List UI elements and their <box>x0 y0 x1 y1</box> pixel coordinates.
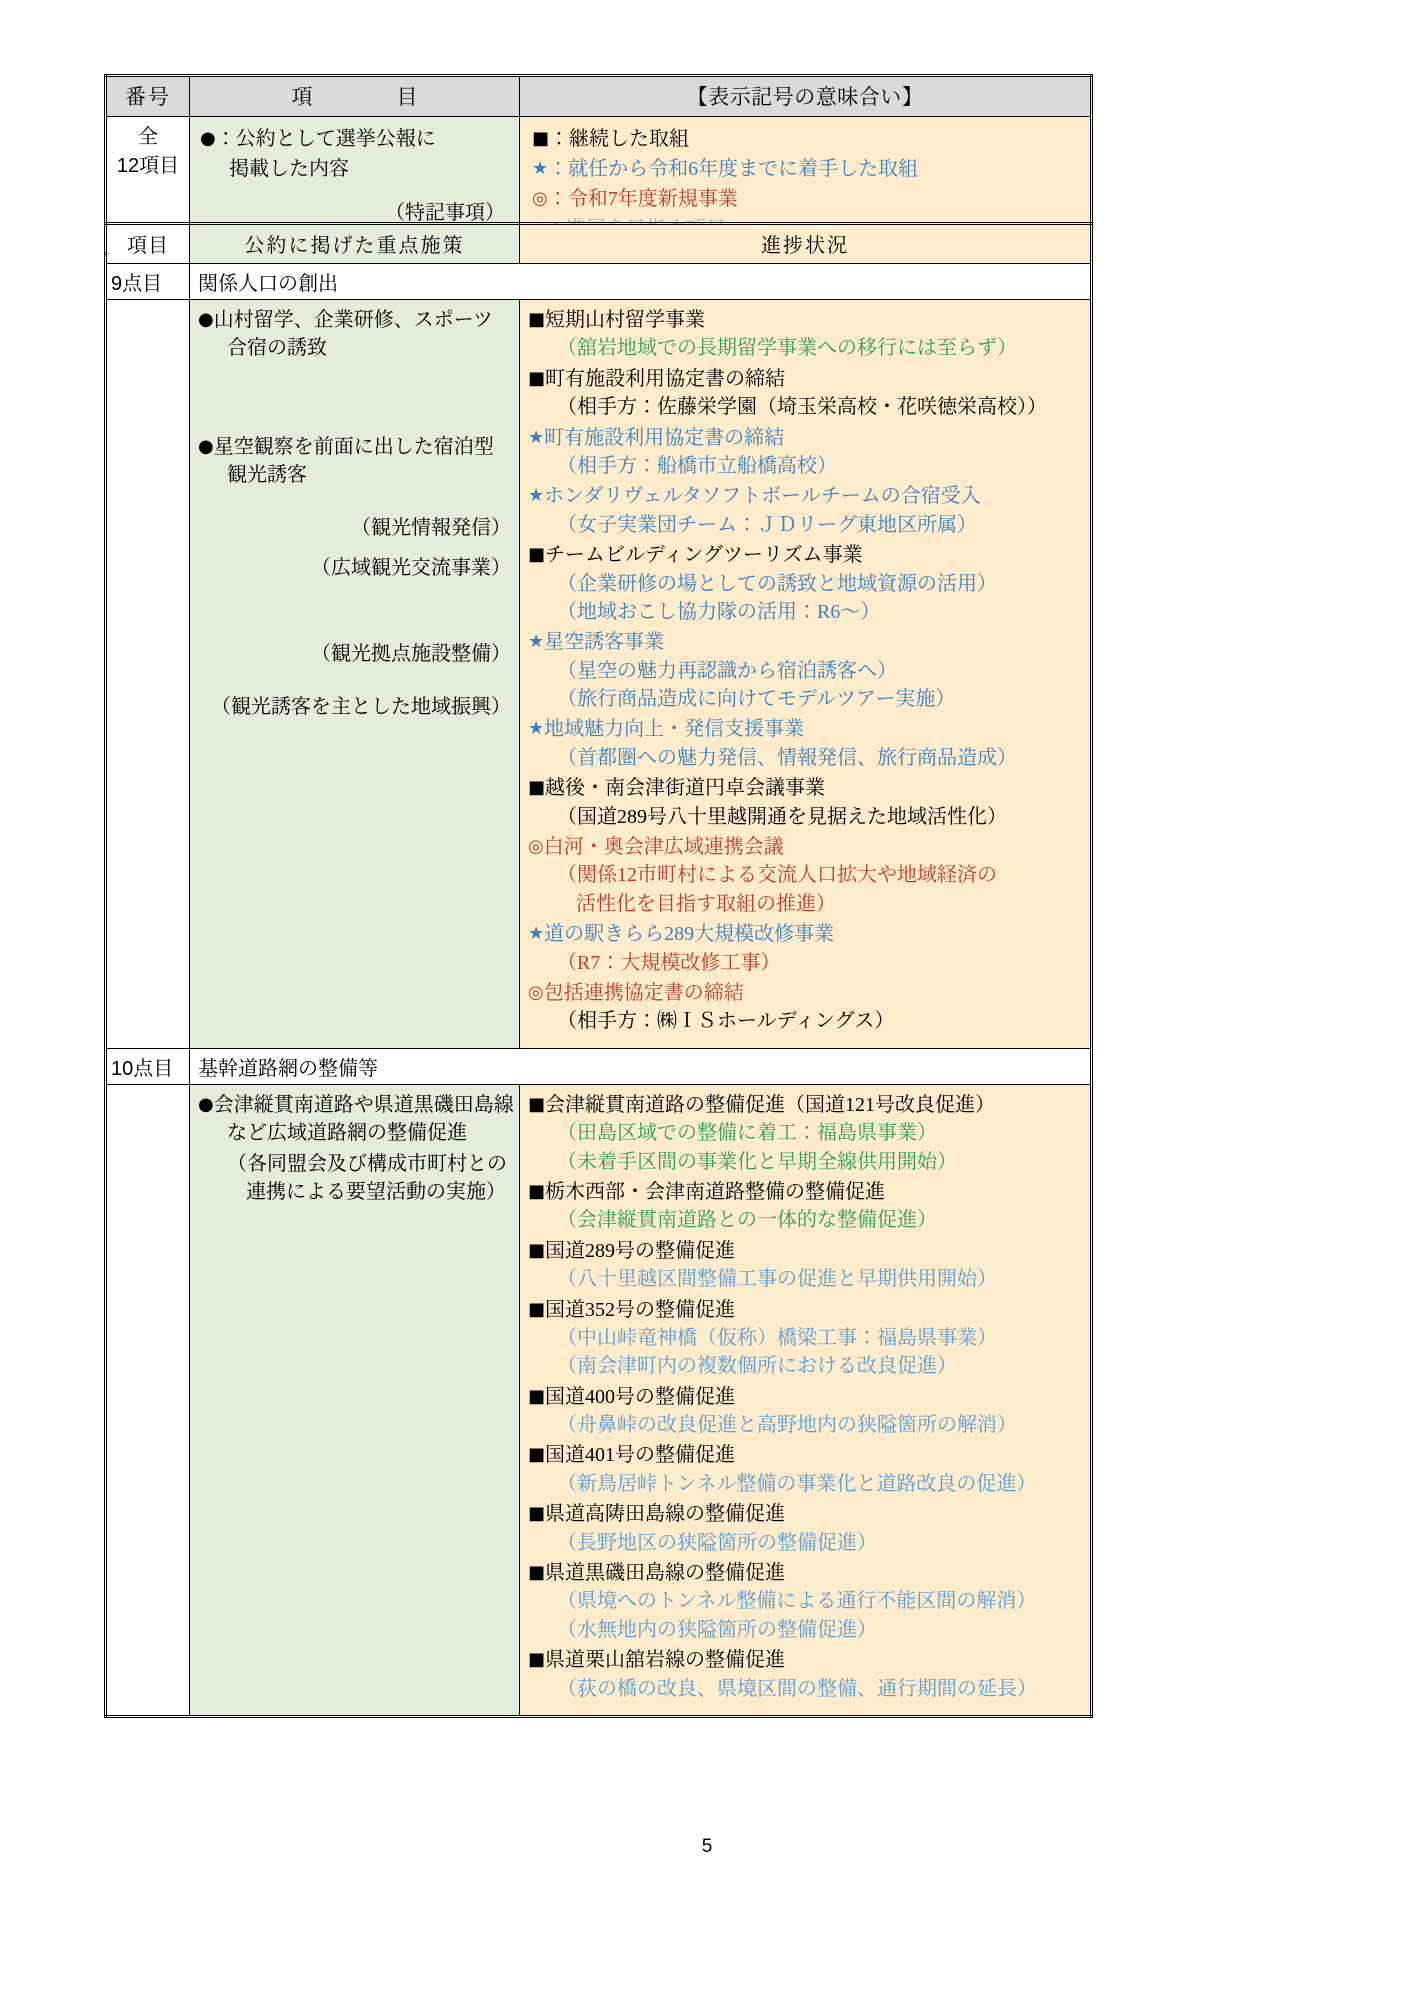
legend-item-line1-text: ：公約として選挙公報に <box>215 128 436 150</box>
progress-entry <box>528 1237 1082 1294</box>
main-header-progress: 進捗状況 <box>520 224 1092 264</box>
progress-cell <box>520 1084 1092 1716</box>
star-icon: ★ <box>528 485 545 507</box>
policy-bullet <box>198 433 511 490</box>
progress-entry <box>528 482 1082 539</box>
progress-entry-title: ■県道黒磯田島線の整備促進 <box>528 1562 786 1585</box>
legend-mark-row <box>532 154 1080 184</box>
legend-number-line1: 全 <box>138 126 158 148</box>
progress-entry-detail: （相手方：船橋市立船橋高校） <box>557 454 837 477</box>
progress-entry-detail: （首都圏への魅力発信、情報発信、旅行商品造成） <box>557 746 1017 769</box>
star-icon: ★ <box>528 923 545 945</box>
progress-cell <box>520 300 1092 1049</box>
policy-cell <box>190 300 520 1049</box>
policy-bullet <box>198 1091 514 1148</box>
legend-item-line1 <box>200 124 509 154</box>
progress-entry-detail: （水無地内の狭隘箇所の整備促進） <box>557 1618 877 1641</box>
section-title-row <box>106 1048 1092 1084</box>
progress-entry-detail: （旅行商品造成に向けてモデルツアー実施） <box>557 688 956 711</box>
filled-circle-icon: ● <box>198 435 214 457</box>
progress-entry <box>528 628 1082 713</box>
policy-right-note: （観光情報発信） <box>351 516 511 539</box>
progress-entry-title: ■会津縦貫南道路の整備促進（国道121号改良促進） <box>528 1093 996 1116</box>
filled-square-icon: ■ <box>528 1385 546 1407</box>
policy-spacer <box>198 544 511 554</box>
progress-entry <box>528 1646 1082 1703</box>
progress-entry-title: ■短期山村留学事業 <box>528 309 706 331</box>
double-circle-icon: ◎ <box>528 981 544 1003</box>
filled-square-icon: ■ <box>528 1239 546 1261</box>
filled-square-icon: ■ <box>528 777 546 799</box>
policy-bullet-line: など広域道路網の整備促進 <box>227 1122 467 1145</box>
star-icon: ★ <box>528 718 545 740</box>
policy-subnote-line: （各同盟会及び構成市町村との <box>227 1152 507 1175</box>
progress-entry-title: ★星空誘客事業 <box>528 631 665 654</box>
main-table-wrapper <box>104 222 1090 1718</box>
progress-entry-detail: （会津縦貫南道路との一体的な整備促進） <box>557 1209 937 1232</box>
progress-entry-title: ★地域魅力向上・発信支援事業 <box>528 718 805 741</box>
section-title: 関係人口の創出 <box>190 264 1092 300</box>
progress-entry <box>528 1559 1082 1644</box>
policy-cell <box>190 1084 520 1716</box>
progress-entry <box>528 1441 1082 1498</box>
star-icon: ★ <box>532 158 549 179</box>
legend-mark-row <box>532 124 1080 154</box>
filled-square-icon: ■ <box>528 1180 546 1202</box>
progress-entry-title: ★ホンダリヴェルタソフトボールチームの合宿受入 <box>528 485 981 508</box>
section-content-row <box>106 300 1092 1049</box>
progress-entry-detail: （R7：大規模改修工事） <box>557 951 781 974</box>
progress-entry-detail: （関係12市町村による交流人口拡大や地域経済の <box>557 864 997 887</box>
progress-entry <box>528 306 1082 363</box>
section-number-spacer <box>106 1084 190 1716</box>
page-number: 5 <box>701 1836 713 1857</box>
filled-square-icon: ■ <box>528 367 546 389</box>
progress-entry-title: ■国道401号の整備促進 <box>528 1444 736 1467</box>
filled-circle-icon: ● <box>198 1093 214 1115</box>
policy-right-note: （観光拠点施設整備） <box>311 643 511 666</box>
progress-entry-title: ■県道栗山舘岩線の整備促進 <box>528 1649 786 1672</box>
progress-entry <box>528 715 1082 772</box>
progress-entry <box>528 1500 1082 1557</box>
progress-entry-title: ★道の駅きらら289大規模改修事業 <box>528 923 835 946</box>
policy-subnote-line: 連携による要望活動の実施） <box>246 1180 506 1203</box>
progress-entry-detail: （長野地区の狭隘箇所の整備促進） <box>557 1531 877 1554</box>
section-number-spacer <box>106 300 190 1049</box>
progress-entry-detail: （中山峠竜神橋（仮称）橋梁工事：福島県事業） <box>557 1326 997 1349</box>
legend-header-meaning: 【表示記号の意味合い】 <box>520 76 1092 117</box>
legend-header-item: 項 目 <box>190 76 520 117</box>
progress-entry <box>528 920 1082 977</box>
progress-entry-detail: （星空の魅力再認識から宿泊誘客へ） <box>557 659 897 682</box>
filled-square-icon: ■ <box>528 309 546 330</box>
filled-square-icon: ■ <box>528 1562 546 1584</box>
progress-entry <box>528 541 1082 626</box>
progress-entry-title: ■県道高陦田島線の整備促進 <box>528 1503 786 1526</box>
filled-square-icon: ■ <box>528 1444 546 1466</box>
legend-mark-text: ：継続した取組 <box>549 128 690 150</box>
progress-entry <box>528 1178 1082 1235</box>
legend-mark-text: ：就任から令和6年度までに着手した取組 <box>548 158 919 180</box>
progress-entry-detail: （舘岩地域での長期留学事業への移行には至らず） <box>557 337 1017 360</box>
filled-square-icon: ■ <box>528 1503 546 1525</box>
legend-mark-row <box>532 184 1080 214</box>
legend-header-number: 番号 <box>106 76 190 117</box>
policy-bullet-line: 合宿の誘致 <box>227 337 327 360</box>
policy-bullet-first-line: ●星空観察を前面に出した宿泊型 <box>198 435 494 458</box>
progress-entry <box>528 774 1082 831</box>
star-icon: ★ <box>528 631 545 653</box>
legend-item-note: （特記事項） <box>385 202 505 224</box>
progress-entry-detail: （舟鼻峠の改良促進と高野地内の狭隘箇所の解消） <box>557 1414 1017 1437</box>
progress-entry-title: ■町有施設利用協定書の締結 <box>528 367 786 390</box>
policy-spacer <box>198 399 511 433</box>
legend-header-row <box>106 76 1092 117</box>
main-header-policy: 公約に掲げた重点施策 <box>190 224 520 264</box>
progress-entry <box>528 833 1082 918</box>
policy-spacer <box>198 671 511 693</box>
policy-bullet-line: 観光誘客 <box>227 464 307 487</box>
progress-entry <box>528 979 1082 1036</box>
progress-entry-detail: （新鳥居峠トンネル整備の事業化と道路改良の促進） <box>557 1472 1037 1495</box>
policy-bullet-first-line: ●山村留学、企業研修、スポーツ <box>198 309 493 331</box>
policy-spacer <box>198 618 511 640</box>
policy-bullet <box>198 306 511 363</box>
main-header-item: 項目 <box>106 224 190 264</box>
filled-square-icon: ■ <box>532 128 550 149</box>
progress-entry-title: ■国道352号の整備促進 <box>528 1298 736 1321</box>
progress-entry-detail: 活性化を目指す取組の推進） <box>576 892 836 915</box>
progress-entry-detail: （地域おこし協力隊の活用：R6〜） <box>557 600 881 623</box>
legend-mark-text: ：令和7年度新規事業 <box>547 188 738 210</box>
legend-number-line2: 12項目 <box>116 155 180 177</box>
progress-entry-title: ■栃木西部・会津南道路整備の整備促進 <box>528 1180 886 1203</box>
progress-entry <box>528 424 1082 481</box>
progress-entry-detail: （県境へのトンネル整備による通行不能区間の解消） <box>557 1590 1037 1613</box>
filled-square-icon: ■ <box>528 1093 546 1115</box>
policy-subnote <box>198 1150 511 1207</box>
filled-square-icon: ■ <box>528 544 546 566</box>
policy-spacer <box>198 584 511 618</box>
filled-circle-icon: ● <box>200 128 216 149</box>
filled-circle-icon: ● <box>198 309 214 330</box>
main-header-row <box>106 224 1092 264</box>
policy-right-note: （広域観光交流事業） <box>311 556 511 579</box>
progress-entry-title: ■国道289号の整備促進 <box>528 1239 736 1262</box>
section-title: 基幹道路網の整備等 <box>190 1048 1092 1084</box>
progress-entry-detail: （八十里越区間整備工事の促進と早期供用開始） <box>557 1268 997 1291</box>
progress-entry-title: ■国道400号の整備促進 <box>528 1385 736 1408</box>
progress-entry-detail: （田島区域での整備に着工：福島県事業） <box>557 1122 937 1145</box>
progress-entry-detail: （未着手区間の事業化と早期全線供用開始） <box>557 1150 957 1173</box>
progress-entry-detail: （南会津町内の複数個所における改良促進） <box>557 1355 957 1378</box>
progress-entry <box>528 1296 1082 1381</box>
section-title-row <box>106 264 1092 300</box>
progress-entry-title: ◎白河・奥会津広域連携会議 <box>528 836 784 859</box>
progress-entry-title: ■チームビルディングツーリズム事業 <box>528 544 863 567</box>
section-number: 10点目 <box>106 1048 190 1084</box>
policy-spacer <box>198 365 511 399</box>
policy-bullet-first-line: ●会津縦貫南道路や県道黒磯田島線 <box>198 1093 514 1116</box>
progress-entry <box>528 1091 1082 1176</box>
progress-entry-title: ◎包括連携協定書の締結 <box>528 981 744 1004</box>
policy-right-note: （観光誘客を主とした地域振興） <box>211 695 511 718</box>
progress-table-body <box>106 224 1092 1717</box>
double-circle-icon: ◎ <box>528 836 544 858</box>
progress-entry <box>528 1383 1082 1440</box>
policy-spacer <box>198 492 511 514</box>
section-content-row <box>106 1084 1092 1716</box>
star-icon: ★ <box>528 426 545 448</box>
filled-square-icon: ■ <box>528 1649 546 1671</box>
progress-entry <box>528 365 1082 422</box>
progress-entry-detail: （相手方：佐藤栄学園（埼玉栄高校・花咲徳栄高校）） <box>557 396 1047 419</box>
legend-item-line2: 掲載した内容 <box>229 158 349 180</box>
progress-entry-detail: （相手方：㈱ＩＳホールディングス） <box>557 1010 895 1033</box>
filled-square-icon: ■ <box>528 1298 546 1320</box>
section-number: 9点目 <box>106 264 190 300</box>
progress-entry-detail: （企業研修の場としての誘致と地域資源の活用） <box>557 572 997 595</box>
progress-table <box>104 222 1093 1718</box>
progress-entry-title: ★町有施設利用協定書の締結 <box>528 426 785 449</box>
double-circle-icon: ◎ <box>532 188 548 209</box>
progress-entry-detail: （女子実業団チーム：ＪＤリーグ東地区所属） <box>557 513 977 536</box>
progress-entry-title: ■越後・南会津街道円卓会議事業 <box>528 777 826 800</box>
progress-entry-detail: （荻の橋の改良、県境区間の整備、通行期間の延長） <box>557 1677 1037 1700</box>
progress-entry-detail: （国道289号八十里越開通を見据えた地域活性化） <box>557 805 1007 828</box>
